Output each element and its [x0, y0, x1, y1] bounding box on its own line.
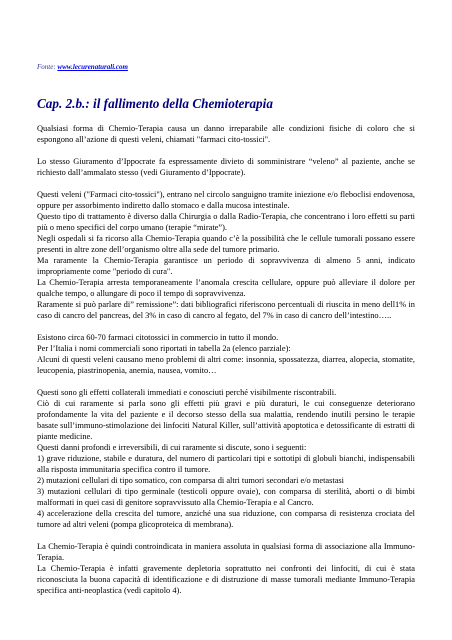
paragraph-damages-intro: Questi danni profondi e irreversibili, di cui raramente si discute, sono i seguenti: [37, 443, 307, 452]
source-line [37, 63, 128, 71]
paragraph-intro: Qualsiasi forma di Chemio-Terapia causa un danno irreparabile alle condizioni fisiche di coloro che si espongono all’azione di questi veleni, chiamati "farmaci cito-tossici". [37, 124, 415, 144]
paragraph-hospitals: Negli ospedali si fa ricorso alla Chemio-Terapia quando c’è la possibilità che le cellule tumorali possano essere presenti in altre zone dell’organismo oltre alla sede del tumore primario. [37, 234, 415, 254]
paragraph-severe-effects: Ciò di cui raramente si parla sono gli effetti più gravi e più duraturi, le cui conseguenze deteriorano profondamente la vita del paziente e il decorso stesso della sua malattia, rendendo inutili persino le terapie basate sull’immuno-stimolazione dei linfociti Natural Killer, sull’attività apoptotica e detossificante di estratti di piante medicine. [37, 399, 415, 441]
paragraph-hippocratic-oath: Lo stesso Giuramento d’Ippocrate fa espressamente divieto di somministrare “veleno” al paziente, anche se richiesto dall’ammalato stesso (vedi Giuramento d’Ippocrate). [37, 157, 415, 177]
list-item-damage-2: 2) mutazioni cellulari di tipo somatico, con comparsa di altri tumori secondari e/o metastasi [37, 476, 344, 485]
paragraph-drug-count: Esistono circa 60-70 farmaci citotossici in commercio in tutto il mondo. [37, 333, 279, 342]
chapter-title: Cap. 2.b.: il fallimento della Chemioterapia [37, 96, 273, 111]
paragraph-side-effects-list: Alcuni di questi veleni causano meno problemi di altri come: insonnia, spossatezza, diarrea, alopecia, stomatite, leucopenia, piastrinopenia, anemia, nausea, vomito… [37, 355, 415, 375]
paragraph-depletion: La Chemio-Terapia è infatti gravemente depletoria soprattutto nei confronti dei linfociti, di cui è stata riconosciuta la buona capacità di identificazione e di distruzione di masse tumorali mediante Immuno-Terapia specifica anti-neoplastica (vedi capitolo 4). [37, 564, 415, 595]
source-link[interactable]: www.lecurenaturali.com [57, 63, 128, 71]
paragraph-visible-effects: Questi sono gli effetti collaterali immediati e conosciuti perché visibilmente riscontrabili. [37, 388, 337, 397]
list-item-damage-3: 3) mutazioni cellulari di tipo germinale (testicoli oppure ovaie), con comparsa di sterilità, aborti o di bimbi malformati in quei casi di genitore sopravvissuto alla Chemio-Terapia e al Cancro. [37, 487, 415, 507]
paragraph-contraindication: La Chemio-Terapia è quindi controindicata in maniera assoluta in qualsiasi forma di associazione alla Immuno-Terapia. [37, 542, 415, 562]
paragraph-temporary-arrest: La Chemio-Terapia arresta temporaneamente l’anomala crescita cellulare, oppure può alleviare il dolore per qualche tempo, o allungare di poco il tempo di sopravvivenza. [37, 278, 415, 298]
list-item-damage-4: 4) accelerazione della crescita del tumore, anziché una sua riduzione, con comparsa di resistenza crociata del tumore ad altri veleni (pompa glicoproteica di membrana). [37, 509, 415, 529]
paragraph-treatment-difference: Questo tipo di trattamento è diverso dalla Chirurgia o dalla Radio-Terapia, che concentrano i loro effetti su parti più o meno specifici del corpo umano (terapie “mirate”). [37, 212, 415, 232]
paragraph-injection: Questi veleni ("Farmaci cito-tossici"), entrano nel circolo sanguigno tramite iniezione e/o fleboclisi endovenosa, oppure per assorbimento indiretto dallo stomaco e dalla mucosa intestinale. [37, 190, 415, 210]
paragraph-remission: Raramente si può parlare di” remissione”: dati bibliografici riferiscono percentuali di riuscita in meno dell1% in caso di cancro del pancreas, del 3% in caso di cancro al fegato, del 7% in caso di cancro dell’intestino….. [37, 300, 415, 320]
paragraph-survival: Ma raramente la Chemio-Terapia garantisce un periodo di sopravvivenza di almeno 5 anni, indicato impropriamente come "periodo di cura". [37, 256, 415, 276]
paragraph-italy-names: Per l’Italia i nomi commerciali sono riportati in tabella 2a (elenco parziale): [37, 344, 291, 353]
source-label: Fonte: [37, 63, 56, 71]
list-item-damage-1: 1) grave riduzione, stabile e duratura, del numero di particolari tipi e sottotipi di globuli bianchi, indispensabili alla risposta immunitaria specifica contro il tumore. [37, 454, 415, 474]
document-body [37, 123, 415, 596]
